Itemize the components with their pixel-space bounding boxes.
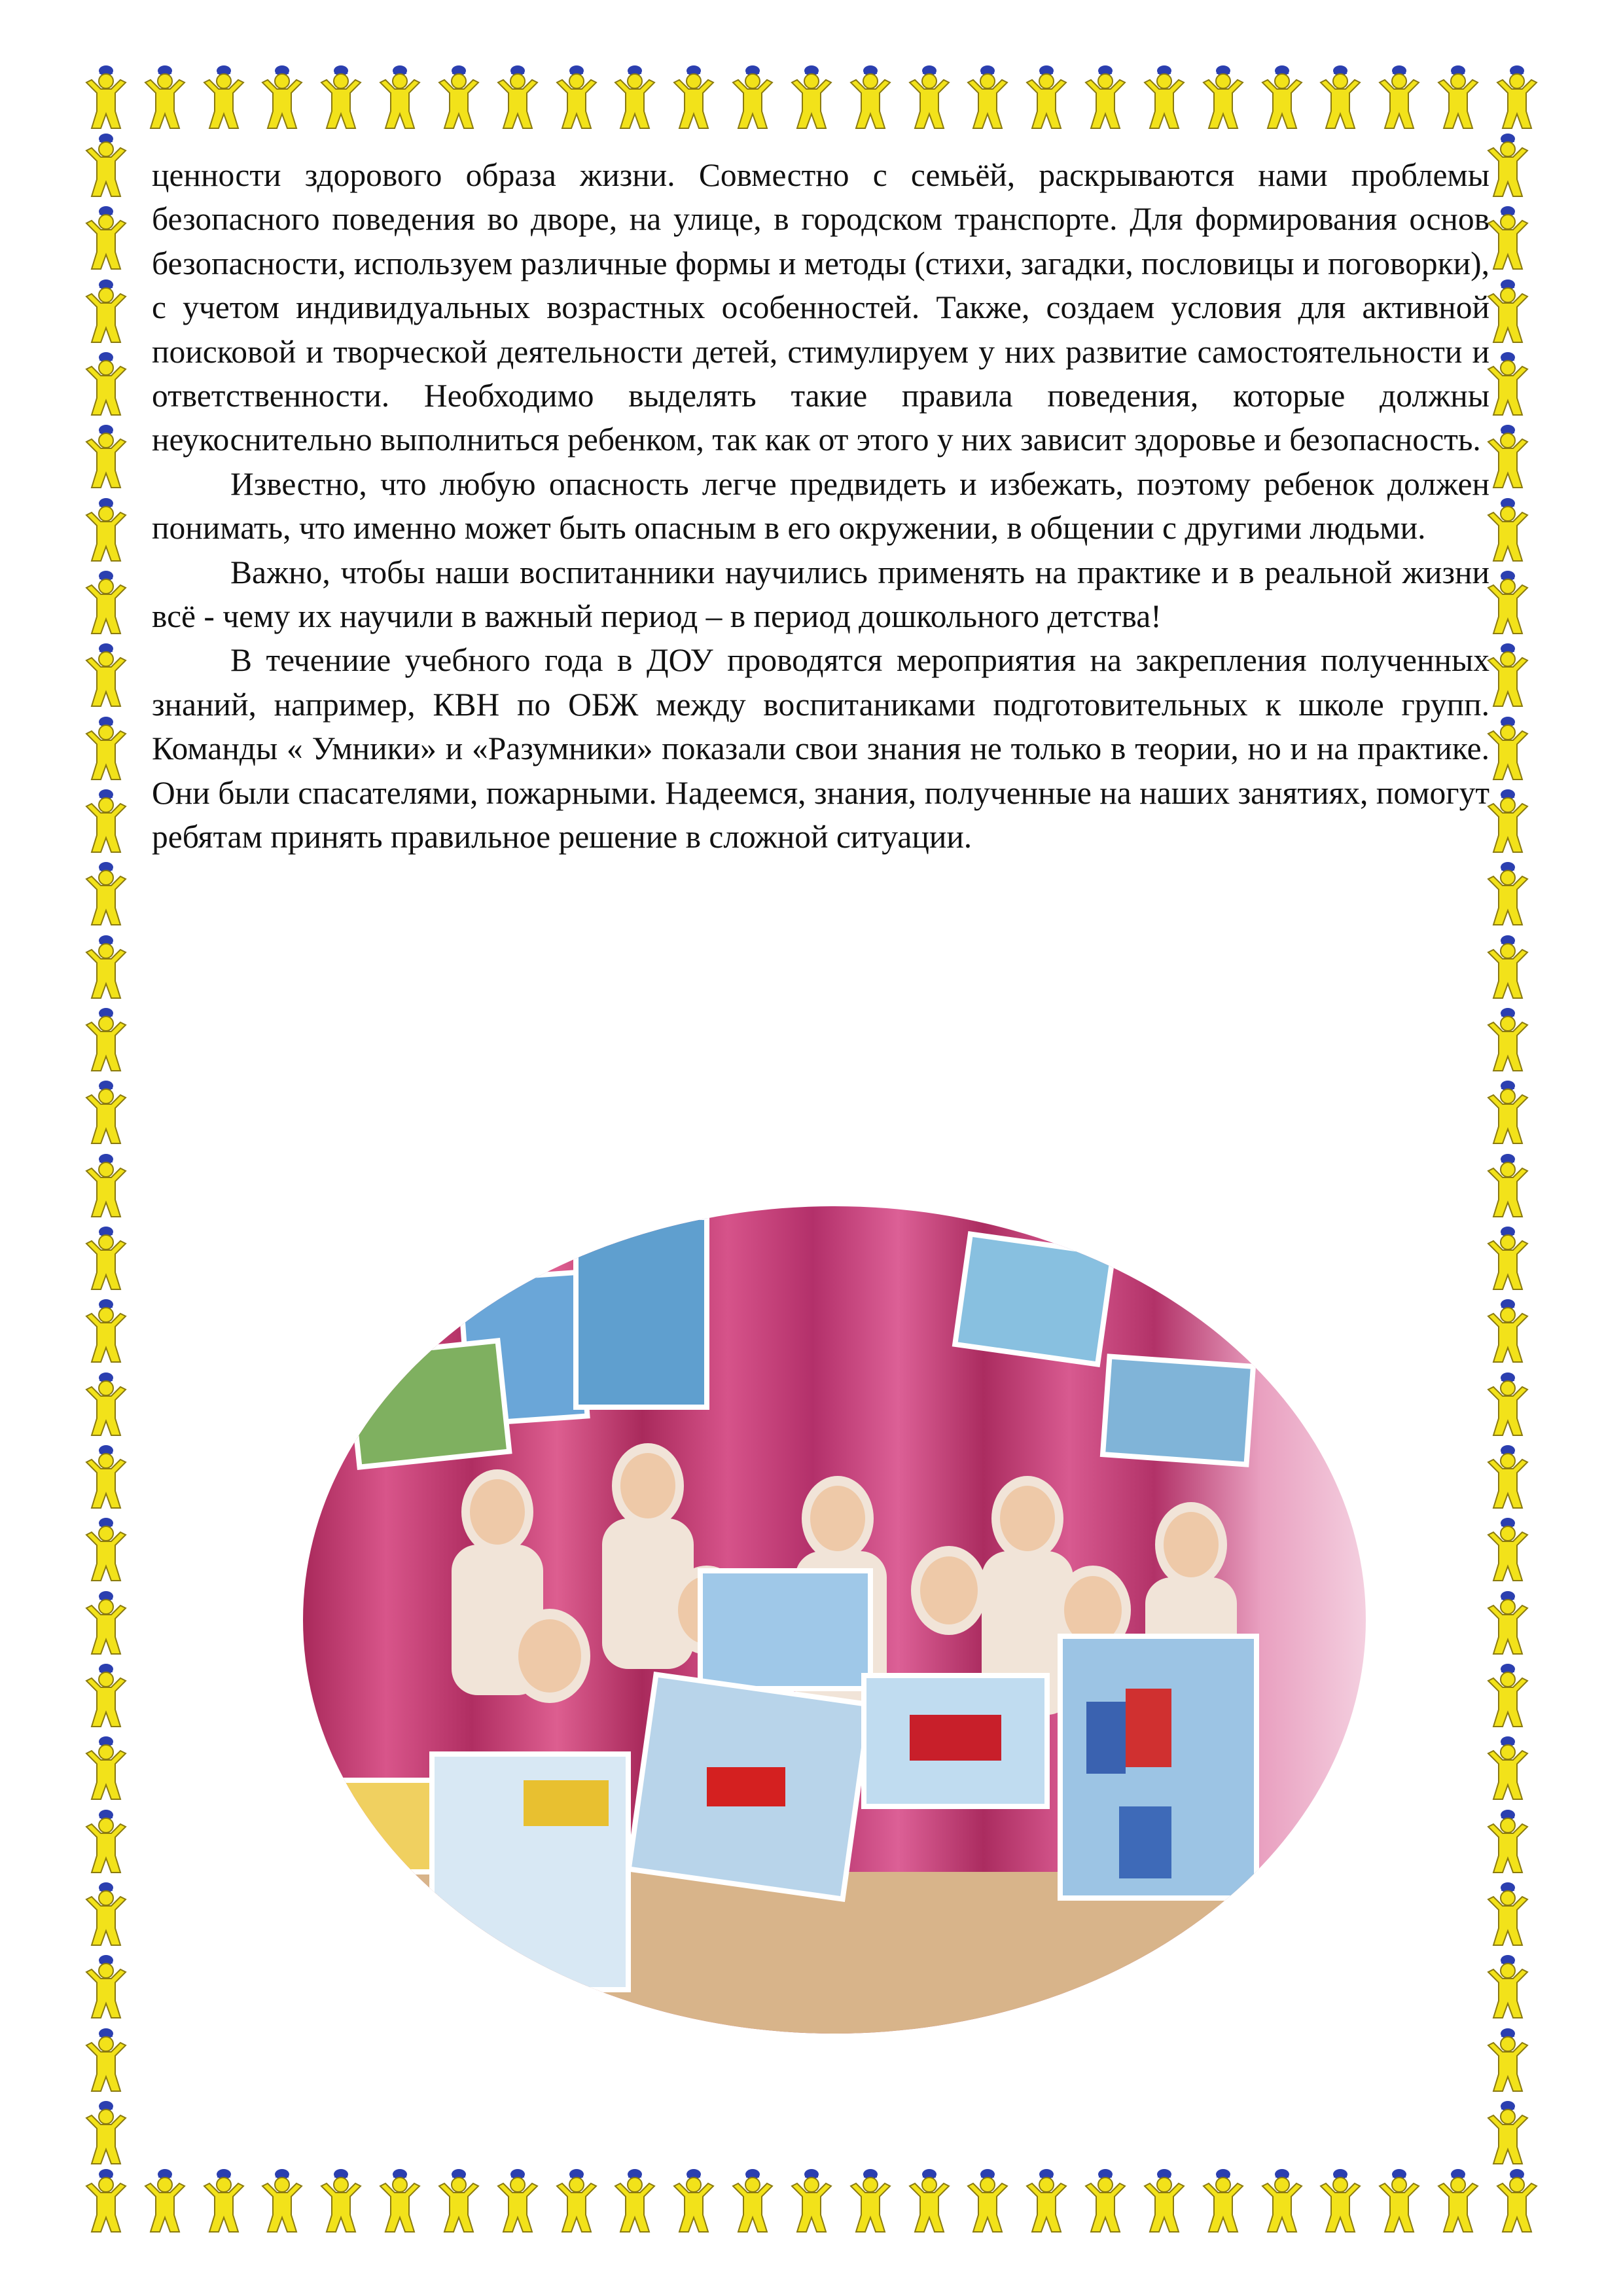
cartoon-child-figure-icon <box>253 2166 311 2234</box>
cartoon-child-figure-icon <box>77 1880 135 1948</box>
cartoon-child-figure-icon <box>489 63 546 131</box>
cartoon-child-figure-icon <box>959 2166 1016 2234</box>
border-left <box>77 131 145 2166</box>
cartoon-child-figure-icon <box>842 2166 899 2234</box>
cartoon-child-figure-icon <box>665 2166 722 2234</box>
cartoon-child-figure-icon <box>1479 1880 1537 1948</box>
cartoon-child-figure-icon <box>371 2166 429 2234</box>
cartoon-child-figure-icon <box>1479 1005 1537 1073</box>
cartoon-child-figure-icon <box>1311 63 1369 131</box>
cartoon-child-figure-icon <box>77 641 135 709</box>
cartoon-child-figure-icon <box>1135 2166 1193 2234</box>
cartoon-child-figure-icon <box>371 63 429 131</box>
cartoon-child-figure-icon <box>136 63 194 131</box>
cartoon-child-figure-icon <box>1479 1515 1537 1583</box>
cartoon-child-figure-icon <box>77 350 135 418</box>
cartoon-child-figure-icon <box>430 63 488 131</box>
cartoon-child-figure-icon <box>1479 1734 1537 1802</box>
article-text <box>152 153 1489 859</box>
cartoon-child-figure-icon <box>783 63 840 131</box>
cartoon-child-figure-icon <box>1194 63 1252 131</box>
paragraph-2: Известно, что любую опасность легче предвидеть и избежать, поэтому ребенок должен понимать, что именно может быть опасным в его окружении, в общении с другими людьми. <box>152 465 1489 547</box>
cartoon-child-figure-icon <box>901 2166 958 2234</box>
cartoon-child-figure-icon <box>253 63 311 131</box>
cartoon-child-figure-icon <box>1253 2166 1311 2234</box>
cartoon-child-figure-icon <box>430 2166 488 2234</box>
cartoon-child-figure-icon <box>1479 1952 1537 2020</box>
cartoon-child-figure-icon <box>77 1807 135 1875</box>
cartoon-child-figure-icon <box>489 2166 546 2234</box>
cartoon-child-figure-icon <box>77 1151 135 1219</box>
border-bottom <box>77 2166 1546 2238</box>
cartoon-child-figure-icon <box>77 1443 135 1511</box>
cartoon-child-figure-icon <box>195 2166 253 2234</box>
cartoon-child-figure-icon <box>77 859 135 927</box>
cartoon-child-figure-icon <box>77 787 135 855</box>
cartoon-child-figure-icon <box>1479 2098 1537 2166</box>
cartoon-child-figure-icon <box>77 714 135 782</box>
cartoon-child-figure-icon <box>77 2166 135 2234</box>
cartoon-child-figure-icon <box>136 2166 194 2234</box>
cartoon-child-figure-icon <box>195 63 253 131</box>
cartoon-child-figure-icon <box>77 1515 135 1583</box>
cartoon-child-figure-icon <box>1479 1151 1537 1219</box>
cartoon-child-figure-icon <box>77 277 135 345</box>
cartoon-child-figure-icon <box>1488 63 1546 131</box>
cartoon-child-figure-icon <box>1018 2166 1075 2234</box>
cartoon-child-figure-icon <box>1479 1588 1537 1657</box>
cartoon-child-figure-icon <box>77 204 135 272</box>
cartoon-child-figure-icon <box>606 2166 664 2234</box>
cartoon-child-figure-icon <box>606 63 664 131</box>
children-holding-safety-posters-photo <box>301 1204 1368 2036</box>
cartoon-child-figure-icon <box>1479 859 1537 927</box>
cartoon-child-figure-icon <box>665 63 722 131</box>
cartoon-child-figure-icon <box>77 2098 135 2166</box>
cartoon-child-figure-icon <box>1253 63 1311 131</box>
cartoon-child-figure-icon <box>1077 2166 1134 2234</box>
cartoon-child-figure-icon <box>1479 2026 1537 2094</box>
cartoon-child-figure-icon <box>77 1734 135 1802</box>
cartoon-child-figure-icon <box>1135 63 1193 131</box>
cartoon-child-figure-icon <box>77 568 135 636</box>
cartoon-child-figure-icon <box>1479 1370 1537 1438</box>
cartoon-child-figure-icon <box>548 2166 605 2234</box>
cartoon-child-figure-icon <box>1479 1078 1537 1146</box>
cartoon-child-figure-icon <box>959 63 1016 131</box>
cartoon-child-figure-icon <box>1311 2166 1369 2234</box>
cartoon-child-figure-icon <box>77 1078 135 1146</box>
paragraph-3: Важно, чтобы наши воспитанники научились применять на практике и в реальной жизни всё - чему их научили в важный период – в период дошкольного детства! <box>152 554 1489 635</box>
cartoon-child-figure-icon <box>77 1005 135 1073</box>
cartoon-child-figure-icon <box>77 495 135 564</box>
cartoon-child-figure-icon <box>1479 1443 1537 1511</box>
cartoon-child-figure-icon <box>1479 1297 1537 1365</box>
cartoon-child-figure-icon <box>842 63 899 131</box>
cartoon-child-figure-icon <box>1077 63 1134 131</box>
cartoon-child-figure-icon <box>1479 933 1537 1001</box>
cartoon-child-figure-icon <box>77 1661 135 1729</box>
cartoon-child-figure-icon <box>77 933 135 1001</box>
cartoon-child-figure-icon <box>1488 2166 1546 2234</box>
cartoon-child-figure-icon <box>77 1952 135 2020</box>
cartoon-child-figure-icon <box>77 63 135 131</box>
cartoon-child-figure-icon <box>312 63 370 131</box>
cartoon-child-figure-icon <box>1479 1224 1537 1292</box>
paragraph-1: ценности здорового образа жизни. Совместно с семьёй, раскрываются нами проблемы безопасного поведения во дворе, на улице, в городском транспорте. Для формирования основ безопасности, используем различные формы и методы (стихи, загадки, пословицы и поговорки), с учетом индивидуальных возрастных особенностей. Также, создаем условия для активной поисковой и творческой деятельности детей, стимулируем у них развитие самостоятельности и ответственности. Необходимо выделять такие правила поведения, которые должны неукоснительно выполниться ребенком, так как от этого у них зависит здоровье и безопасность. <box>152 157 1489 458</box>
cartoon-child-figure-icon <box>1429 63 1487 131</box>
cartoon-child-figure-icon <box>1429 2166 1487 2234</box>
cartoon-child-figure-icon <box>77 1588 135 1657</box>
cartoon-child-figure-icon <box>901 63 958 131</box>
cartoon-child-figure-icon <box>312 2166 370 2234</box>
cartoon-child-figure-icon <box>77 422 135 490</box>
cartoon-child-figure-icon <box>1370 63 1428 131</box>
cartoon-child-figure-icon <box>77 1297 135 1365</box>
cartoon-child-figure-icon <box>783 2166 840 2234</box>
cartoon-child-figure-icon <box>77 1224 135 1292</box>
border-top <box>77 63 1546 135</box>
cartoon-child-figure-icon <box>1479 1807 1537 1875</box>
cartoon-child-figure-icon <box>548 63 605 131</box>
cartoon-child-figure-icon <box>724 63 781 131</box>
cartoon-child-figure-icon <box>77 1370 135 1438</box>
cartoon-child-figure-icon <box>1194 2166 1252 2234</box>
cartoon-child-figure-icon <box>1479 1661 1537 1729</box>
paragraph-4: В течениие учебного года в ДОУ проводятся мероприятия на закрепления полученных знаний, например, КВН по ОБЖ между воспитаниками подготовительных к школе групп. Команды « Умники» и «Разумники» показали свои знания не только в теории, но и на практике. Они были спасателями, пожарными. Надеемся, знания, полученные на наших занятиях, помогут ребятам принять правильное решение в сложной ситуации. <box>152 642 1489 855</box>
cartoon-child-figure-icon <box>77 131 135 199</box>
cartoon-child-figure-icon <box>1370 2166 1428 2234</box>
cartoon-child-figure-icon <box>77 2026 135 2094</box>
cartoon-child-figure-icon <box>724 2166 781 2234</box>
cartoon-child-figure-icon <box>1018 63 1075 131</box>
